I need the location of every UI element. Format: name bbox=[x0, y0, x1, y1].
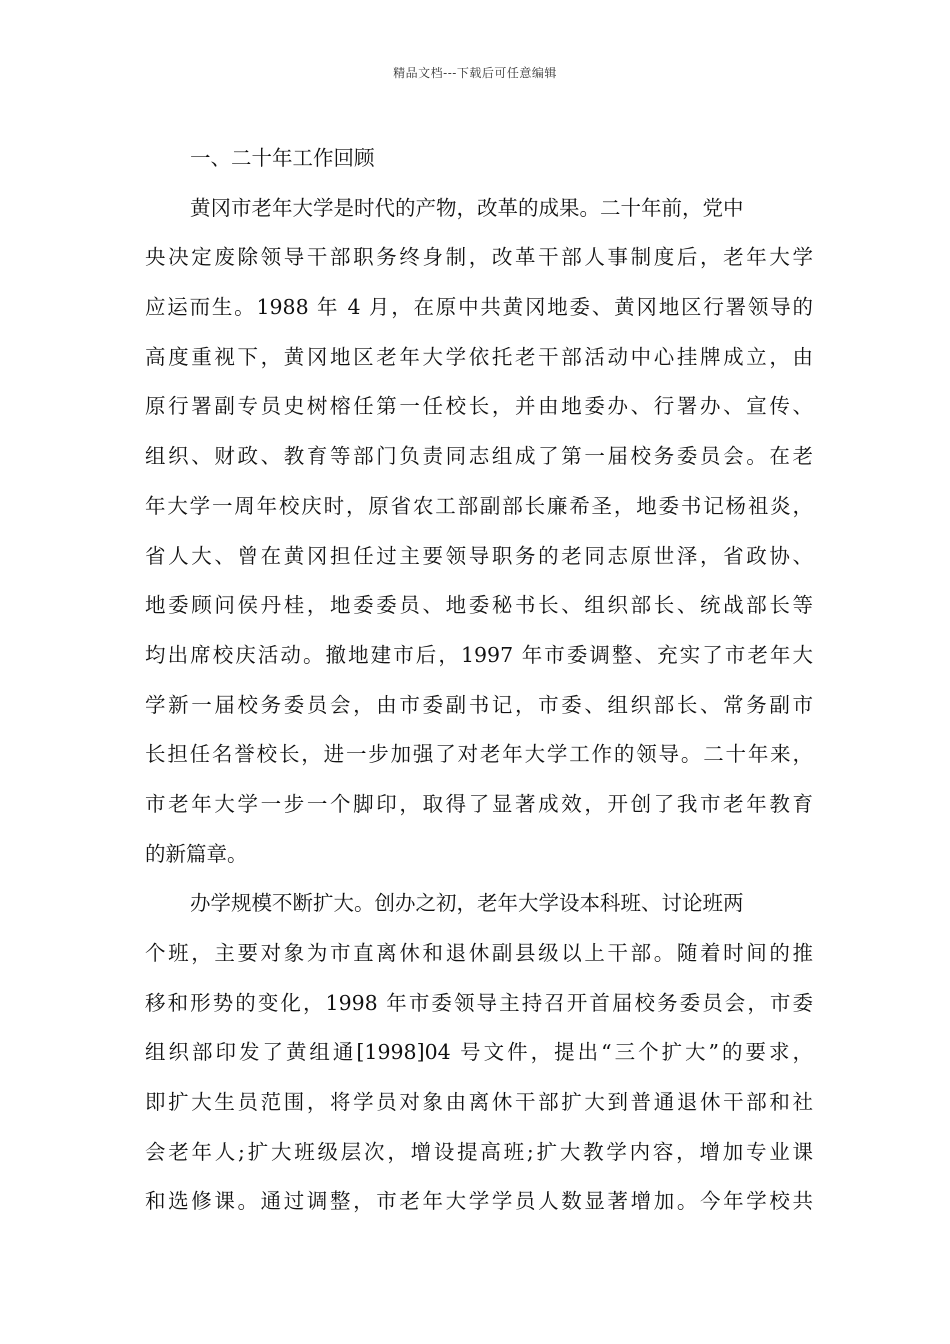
paragraph-line: 学新一届校务委员会，由市委副书记，市委、组织部长、常务副市 bbox=[145, 692, 813, 717]
document-body bbox=[145, 134, 813, 1227]
section-heading: 一、二十年工作回顾 bbox=[190, 146, 375, 170]
paragraph-line: 应运而生。1988 年 4 月，在原中共黄冈地委、黄冈地区行署领导的 bbox=[145, 295, 813, 320]
paragraph-line: 会老年人;扩大班级层次，增设提高班;扩大教学内容，增加专业课 bbox=[145, 1139, 813, 1164]
paragraph-line: 年大学一周年校庆时，原省农工部副部长廉希圣，地委书记杨祖炎， bbox=[145, 493, 813, 518]
paragraph-line: 即扩大生员范围，将学员对象由离休干部扩大到普通退休干部和社 bbox=[145, 1090, 813, 1115]
paragraph-line: 和选修课。通过调整，市老年大学学员人数显著增加。今年学校共 bbox=[145, 1189, 813, 1214]
paragraph-line: 组织、财政、教育等部门负责同志组成了第一届校务委员会。在老 bbox=[145, 444, 813, 469]
paragraph-1 bbox=[145, 184, 813, 880]
paragraph-line: 组织部印发了黄组通[1998]04 号文件，提出“三个扩大”的要求， bbox=[145, 1040, 813, 1065]
paragraph-line: 黄冈市老年大学是时代的产物，改革的成果。二十年前，党中 bbox=[190, 195, 744, 220]
paragraph-line: 地委顾问侯丹桂，地委委员、地委秘书长、组织部长、统战部长等 bbox=[145, 593, 813, 618]
paragraph-line: 移和形势的变化，1998 年市委领导主持召开首届校务委员会，市委 bbox=[145, 990, 813, 1015]
paragraph-line: 高度重视下，黄冈地区老年大学依托老干部活动中心挂牌成立，由 bbox=[145, 344, 813, 369]
paragraph-2 bbox=[145, 879, 813, 1227]
paragraph-line: 的新篇章。 bbox=[145, 841, 248, 866]
paragraph-line: 市老年大学一步一个脚印，取得了显著成效，开创了我市老年教育 bbox=[145, 791, 813, 816]
paragraph-line: 均出席校庆活动。撤地建市后，1997 年市委调整、充实了市老年大 bbox=[145, 642, 813, 667]
paragraph-line: 办学规模不断扩大。创办之初，老年大学设本科班、讨论班两 bbox=[190, 891, 744, 916]
paragraph-line: 省人大、曾在黄冈担任过主要领导职务的老同志原世泽，省政协、 bbox=[145, 543, 813, 568]
page-header: 精品文档---下载后可任意编辑 bbox=[393, 66, 557, 80]
paragraph-line: 央决定废除领导干部职务终身制，改革干部人事制度后，老年大学 bbox=[145, 245, 813, 270]
paragraph-line: 原行署副专员史树榕任第一任校长，并由地委办、行署办、宣传、 bbox=[145, 394, 813, 419]
paragraph-line: 长担任名誉校长，进一步加强了对老年大学工作的领导。二十年来， bbox=[145, 742, 813, 767]
paragraph-line: 个班，主要对象为市直离休和退休副县级以上干部。随着时间的推 bbox=[145, 941, 813, 965]
